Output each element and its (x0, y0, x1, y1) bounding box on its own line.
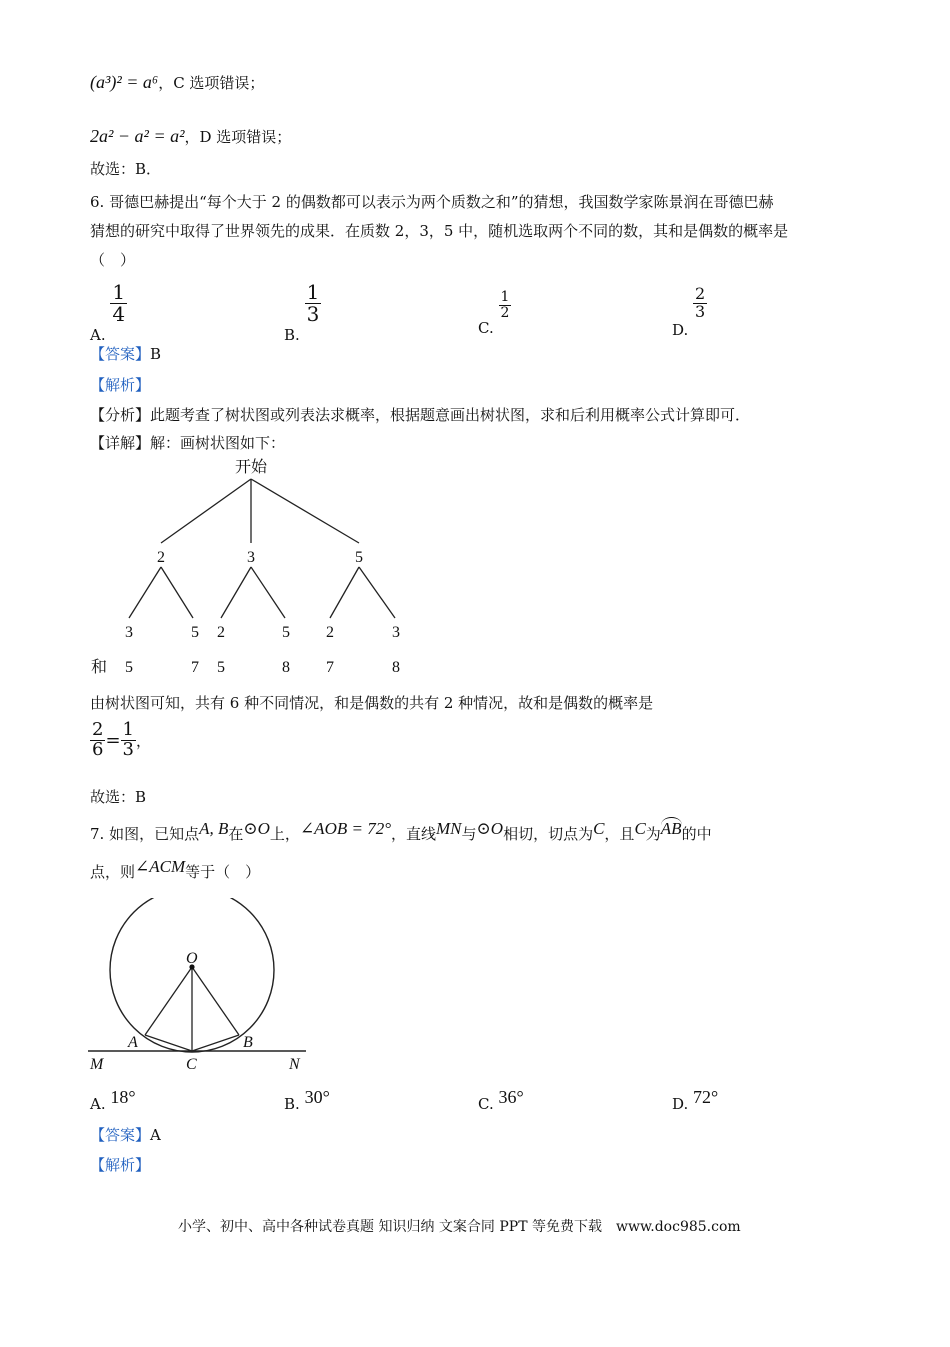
q6-fenxi (90, 404, 750, 425)
tree-leaf: 2 (326, 624, 334, 641)
option-label: D. (672, 321, 689, 340)
math-angle: ∠ACM (135, 857, 186, 876)
tree-node: 5 (355, 549, 363, 566)
formula-c: (a³)² = a⁶ (90, 72, 159, 92)
prev-select: 故选：B． (90, 160, 162, 178)
tree-sum: 5 (125, 659, 133, 676)
q6-select: 故选：B (90, 788, 147, 806)
math-line: MN (436, 819, 462, 838)
fraction: $\frac{2}{6}$ (92, 719, 104, 760)
equals-sign: = (105, 729, 121, 751)
option-value: 30° (304, 1087, 330, 1107)
tree-leaf: 5 (191, 624, 199, 641)
math-arc: AB (660, 819, 682, 838)
q6-analysis-tag: 【解析】 (90, 376, 151, 394)
tree-sum: 7 (191, 659, 199, 676)
q7-option-c[interactable] (478, 1087, 524, 1113)
tree-leaf: 3 (125, 624, 133, 641)
q6-option-a[interactable] (90, 280, 127, 344)
detail-text: 解：画树状图如下： (150, 434, 286, 452)
fraction: $\frac{2}{3}$ (695, 284, 706, 321)
q7-option-d[interactable] (672, 1087, 719, 1113)
label-N: N (289, 1056, 300, 1073)
option-label: B. (284, 1095, 300, 1113)
tree-sum: 8 (282, 659, 290, 676)
fraction: $\frac{1}{4}$ (112, 280, 126, 326)
q6-detail (90, 432, 285, 453)
option-c-review (90, 72, 264, 93)
q7-option-b[interactable] (284, 1087, 330, 1113)
label-M: M (90, 1056, 104, 1073)
label-A: A (128, 1034, 138, 1051)
option-d-text: ，D 选项错误； (184, 128, 292, 146)
option-c-text: ，C 选项错误； (158, 74, 265, 92)
page-footer: 小学、初中、高中各种试卷真题 知识归纳 文案合同 PPT 等免费下载 www.doc985.com (178, 1219, 741, 1235)
math-point: C (593, 819, 605, 838)
q6-stem-line2: 猜想的研究中取得了世界领先的成果．在质数 2，3，5 中，随机选取两个不同的数，其和是偶数的概率是 (90, 222, 789, 240)
q7-analysis-tag: 【解析】 (90, 1156, 151, 1174)
q6-stem-line1: 6. 哥德巴赫提出“每个大于 2 的偶数都可以表示为两个质数之和”的猜想，我国数学家陈景润在哥德巴赫 (90, 193, 774, 211)
option-label: A. (90, 1095, 106, 1113)
q6-conclusion: 由树状图可知，共有 6 种不同情况，和是偶数的共有 2 种情况，故和是偶数的概率是 (90, 694, 654, 712)
fenxi-tag: 【分析】 (90, 406, 151, 424)
q7-answer (90, 1124, 161, 1145)
option-value: 36° (498, 1087, 524, 1107)
tree-sum: 5 (217, 659, 225, 676)
q6-option-c[interactable] (478, 289, 511, 338)
answer-tag: 【答案】 (90, 1126, 151, 1144)
answer-value: A (150, 1126, 161, 1144)
option-value: 18° (110, 1087, 136, 1107)
option-d-review (90, 126, 291, 147)
q6-option-b[interactable] (284, 280, 321, 344)
fraction: $\frac{1}{3}$ (306, 280, 320, 326)
math-points: A, B (199, 819, 229, 838)
tree-node: 2 (157, 549, 165, 566)
math-circle: ⊙O (243, 819, 270, 838)
detail-tag: 【详解】 (90, 434, 151, 452)
q6-option-d[interactable] (672, 284, 707, 340)
label-C: C (186, 1056, 197, 1073)
tree-diagram (80, 452, 420, 684)
q7-stem-line2: 点，则∠ACM等于（ ） (90, 857, 261, 881)
math-circle: ⊙O (476, 819, 504, 838)
comma: ， (136, 731, 152, 750)
q6-answer (90, 343, 161, 364)
math-point: C (634, 819, 646, 838)
option-label: A. (90, 325, 106, 344)
option-label: B. (284, 325, 300, 344)
math-angle: ∠AOB = 72° (299, 819, 391, 838)
tree-sum-label: 和 (90, 659, 108, 676)
tree-leaf: 2 (217, 624, 225, 641)
label-O: O (186, 950, 198, 967)
fraction: $\frac{1}{3}$ (122, 719, 134, 760)
fenxi-text: 此题考查了树状图或列表法求概率，根据题意画出树状图，求和后利用概率公式计算即可． (150, 406, 751, 424)
option-label: C. (478, 1095, 494, 1113)
q7-option-a[interactable] (90, 1087, 136, 1113)
tree-sum: 8 (392, 659, 400, 676)
formula-d: 2a² − a² = a² (90, 126, 185, 146)
answer-value: B (150, 345, 162, 363)
q7-stem-line1: 7. 如图，已知点A, B在⊙O上，∠AOB = 72°，直线MN与⊙O相切，切点为C，且C为AB的中 (90, 819, 712, 843)
option-value: 72° (693, 1087, 719, 1107)
q6-calculation (90, 721, 151, 760)
circle-tangent-figure (86, 898, 310, 1076)
tree-leaf: 5 (282, 624, 290, 641)
label-B: B (243, 1034, 253, 1051)
q6-stem-line3: （ ） (90, 251, 136, 269)
fraction: $\frac{1}{2}$ (500, 289, 510, 321)
tree-leaf: 3 (392, 624, 400, 641)
option-label: D. (672, 1095, 689, 1113)
tree-root: 开始 (234, 459, 268, 476)
option-label: C. (478, 319, 494, 338)
tree-node: 3 (247, 549, 255, 566)
answer-tag: 【答案】 (90, 345, 151, 363)
tree-sum: 7 (326, 659, 334, 676)
